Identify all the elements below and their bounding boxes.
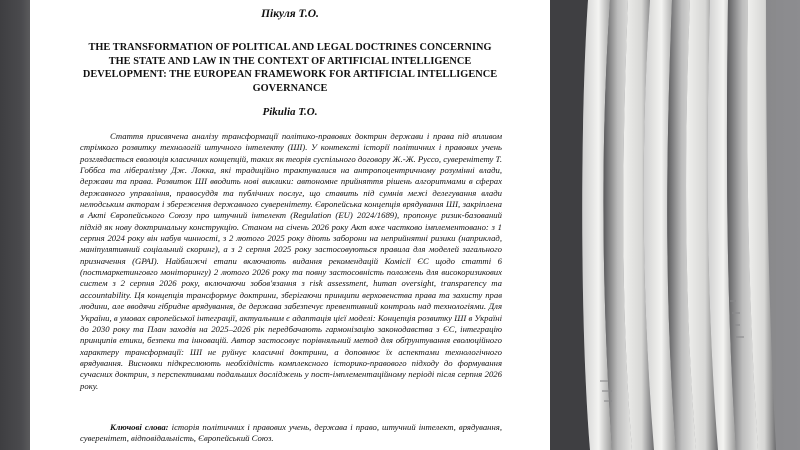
paper-page bbox=[30, 0, 550, 450]
keywords-paragraph bbox=[80, 422, 502, 444]
abstract-text: Стаття присвячена аналізу трансформації політико-правових доктрин держави і права під впливом стрімкого розвитку технологій штучного інтелекту (ШІ). У контексті історії політичних і правових учень розглядається еволюція класичних концепцій, таких як теорія суспільного договору Ж.-Ж. Руссо, суверенітету Т. Гоббса та лібералізму Дж. Локка, які традиційно трактувалися на антропоцентричному розумінні влади, держави та права. Розвиток ШІ вводить нові виклики: автономне прийняття рішень алгоритмами в сферах державного управління, правосуддя та публічних послуг, що ставить під сумнів межі делегування влади нелюдським акторам і збереження державного суверенітету. Європейська концепція врядування ШІ, закріплена в Акті Європейського Союзу про штучний інтелект (Regulation (EU) 2024/1689), пропонує ризик-базований підхід як нову доктринальну конструкцію. Станом на січень 2026 року Акт вже частково імплементовано: з 1 серпня 2024 року він набув чинності, з 2 лютого 2025 року діють заборони на неприйнятні ризики (наприклад, маніпулятивний соціальний скоринг), а з 2 серпня 2025 року застосовуються правила для моделей загального призначення (GPAI). Найближчі етапи включають видання рекомендацій Комісії ЄС щодо статті 6 (постмаркетинговго моніторингу) 2 лютого 2026 року та повну застосовність положень для високоризикових систем з 2 серпня 2026 року, включаючи зобов'язання з risk assessment, human oversight, transparency та accountability. Ця концепція трансформує доктрини, зберігаючи принципи верховенства права та захисту прав людини, але вводячи гібридне врядування, де держава забезпечує превентивний контроль над технологіями. Для України, в умовах європейської інтеграції, актуальним є адаптація цієї моделі: Концепція розвитку ШІ в Україні до 2030 року та План заходів на 2025–2026 рік передбачають гармонізацію законодавства з ЄС, інтеграцію принципів етики, безпеки та інновацій. Автор застосовує порівняльний метод для обґрунтування еволюційного характеру трансформації: ШІ не руйнує класичні доктрини, а доповнює їх аспектами технологічного врядування. Висновки підкреслюють необхідність комплексного історико-правового підходу до формування сучасних доктрин, з перспективами подальших досліджень у пост-імплементаційному періоді після серпня 2026 року. bbox=[80, 131, 502, 391]
keywords-text: історія політичних і правових учень, держава і право, штучний інтелект, врядування, суверенітет, відповідальність, Європейський Союз. bbox=[80, 422, 502, 444]
open-book-pages-photo bbox=[550, 0, 800, 450]
keywords-label: Ключові слова: bbox=[110, 422, 169, 432]
left-dark-border bbox=[0, 0, 30, 450]
author-name-en: Pikulia T.O. bbox=[262, 106, 318, 118]
book-pages-illustration bbox=[550, 0, 800, 450]
paper-title: THE TRANSFORMATION OF POLITICAL AND LEGAL DOCTRINES CONCERNING THE STATE AND LAW IN THE CONTEXT OF ARTIFICIAL INTELLIGENCE DEVELOPMENT: THE EUROPEAN FRAMEWORK FOR ARTIFICIAL INTELLIGENCE GOVERNANCE bbox=[82, 42, 498, 94]
header-author: Пікуля Т.О. bbox=[261, 8, 319, 20]
